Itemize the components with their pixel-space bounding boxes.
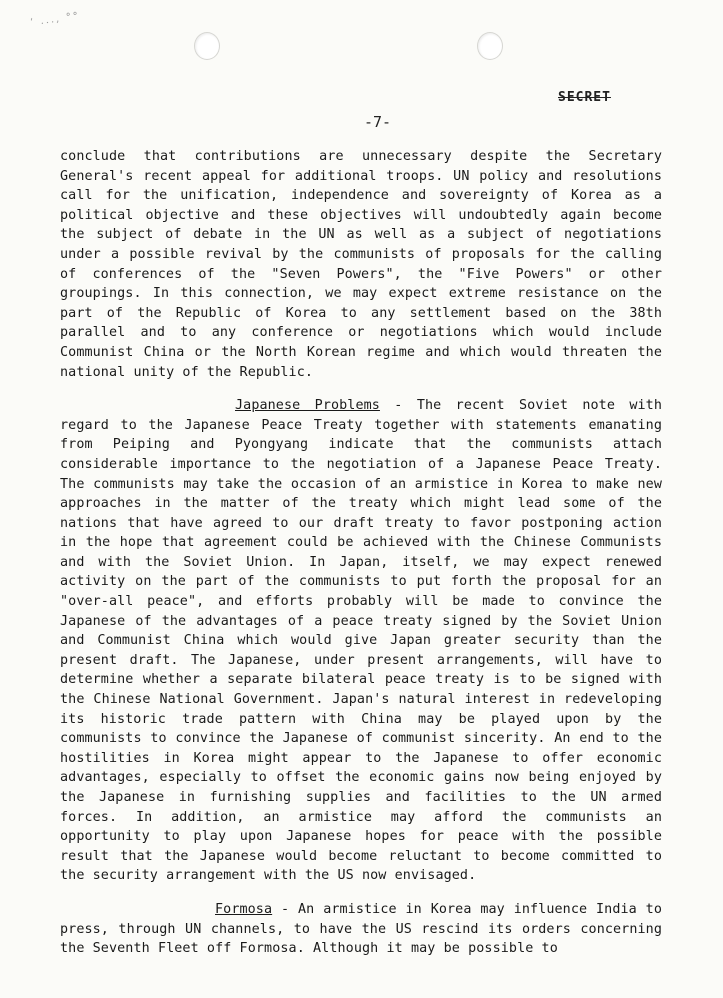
punch-hole-left: [194, 32, 220, 60]
section-heading-formosa: Formosa: [215, 901, 273, 917]
paragraph-text: - The recent Soviet note with regard to the Japanese Peace Treaty together with statements emanating from Peiping and Pyongyang indicate that the communists attach considerable importance to the negotiation of a Japanese Peace Treaty. The communists may take the occasion of an armistice in Korea to make new approaches in the matter of the treaty which might lead some of the nations that have agreed to our draft treaty to favor postponing action in the hope that agreement could be achieved with the Chinese Communists and with the Soviet Union. In Japan, itself, we may expect renewed activity on the part of the communists to put forth the proposal for an "over-all peace", and efforts probably will be made to convince the Japanese of the advantages of a peace treaty signed by the Soviet Union and Communist China which would give Japan greater security than the present draft. The Japanese, under present arrangements, will have to determine whether a separate bilateral peace treaty is to be signed with the Chinese National Government. Japan's natural interest in redeveloping its historic trade pattern with China may be played upon by the communists to convince the Japanese of communist sincerity. An end to the hostilities in Korea might appear to the Japanese to offer economic advantages, especially to offset the economic gains now being enjoyed by the Japanese in furnishing supplies and facilities to the UN armed forces. In addition, an armistice may afford the communists an opportunity to play upon Japanese hopes for peace with the possible result that the Japanese would become reluctant to become committed to the security arrangement with the US now envisaged.: [60, 398, 662, 884]
section-heading-japanese-problems: Japanese Problems: [235, 398, 380, 414]
classification-stamp: SECRET: [558, 90, 611, 105]
punch-hole-right: [477, 32, 503, 60]
paragraph-text: - An armistice in Korea may influence India to press, through UN channels, to have the US rescind its orders concerning the Seventh Fleet off Formosa. Although it may be possible to: [60, 901, 662, 957]
document-body: [60, 147, 662, 973]
page-number: -7-: [364, 113, 392, 131]
paragraph-korea: [60, 147, 662, 382]
paragraph-formosa: [60, 900, 662, 959]
paragraph-japanese-problems: [60, 396, 662, 886]
marginal-note: ‘ ..., °°: [29, 10, 81, 29]
paragraph-text: conclude that contributions are unnecessary despite the Secretary General's recent appeal for additional troops. UN policy and resolutions call for the unification, independence and sovereignty of Korea as a political objective and these objectives will undoubtedly again become the subject of debate in the UN as well as a subject of negotiations under a possible revival by the communists of proposals for the calling of conferences of the "Seven Powers", the "Five Powers" or other groupings. In this connection, we may expect extreme resistance on the part of the Republic of Korea to any settlement based on the 38th parallel and to any conference or negotiations which would include Communist China or the North Korean regime and which would threaten the national unity of the Republic.: [60, 149, 662, 380]
